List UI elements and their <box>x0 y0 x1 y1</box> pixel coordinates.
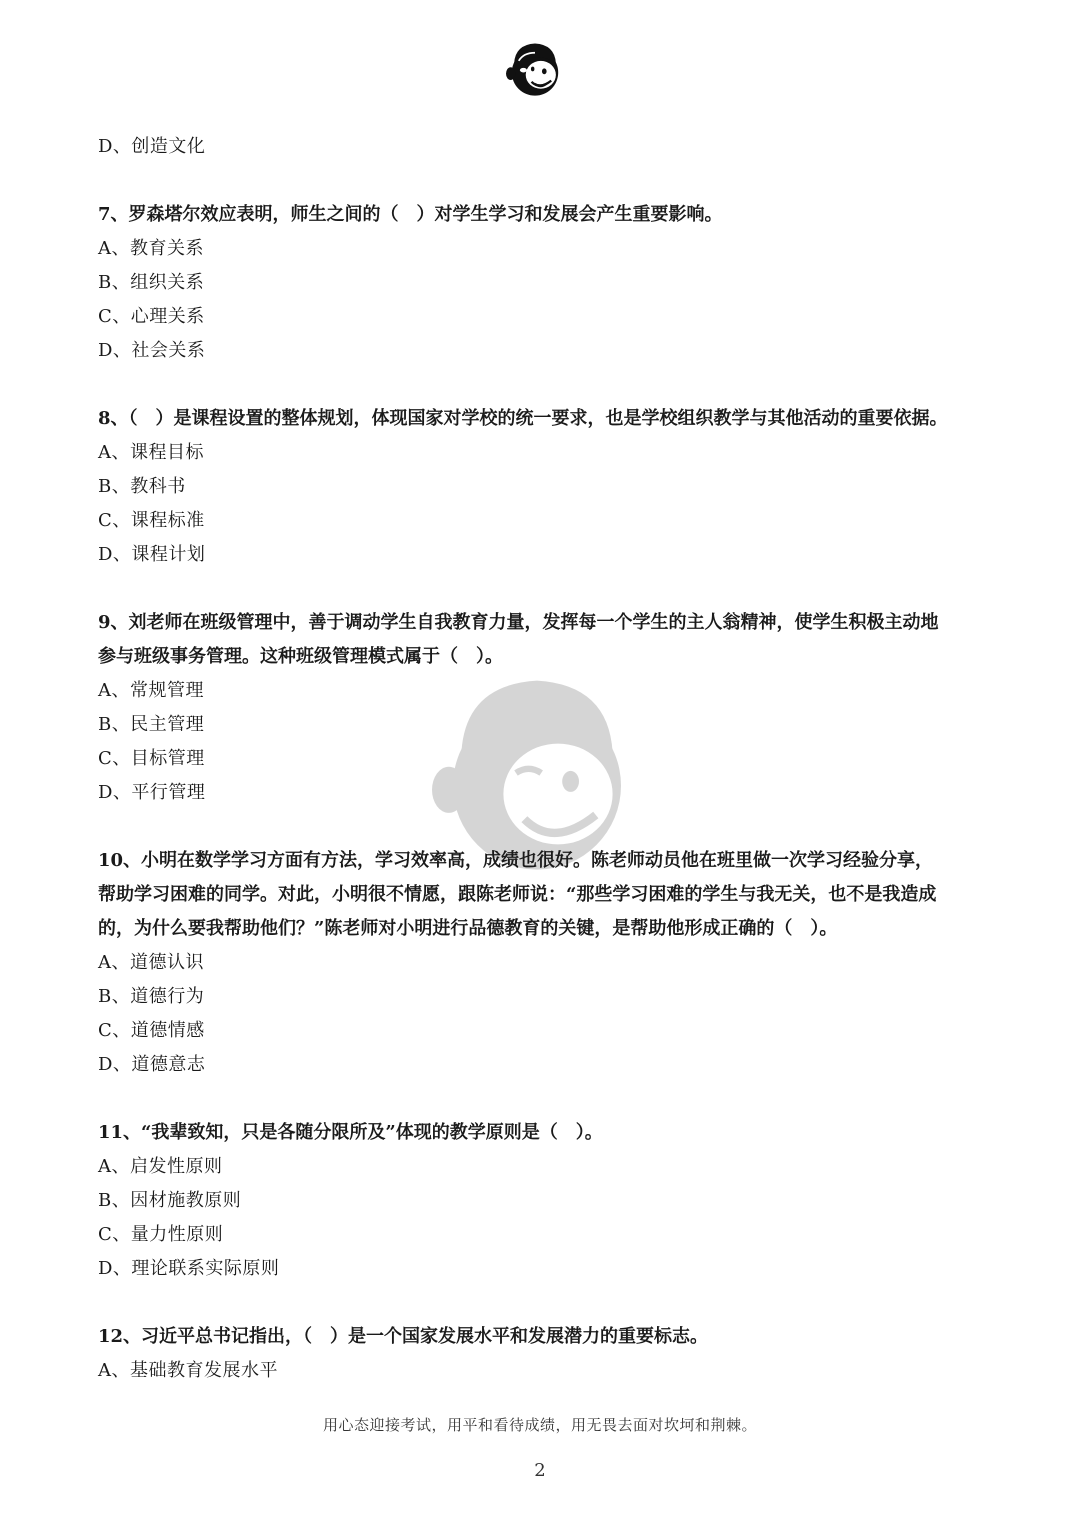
question-10-stem-line-3: 的，为什么要我帮助他们？”陈老师对小明进行品德教育的关键，是帮助他形成正确的（ ）。 <box>98 918 838 939</box>
question-10-option-c: C、道德情感 <box>98 1020 205 1041</box>
question-7-option-a: A、教育关系 <box>98 238 204 259</box>
question-10-option-b: B、道德行为 <box>98 986 205 1007</box>
question-11 <box>98 1116 998 1286</box>
question-11-option-d: D、理论联系实际原则 <box>98 1258 280 1279</box>
question-9-option-c: C、目标管理 <box>98 748 205 769</box>
question-9-option-b: B、民主管理 <box>98 714 205 735</box>
question-list <box>98 130 998 1388</box>
question-10 <box>98 844 998 1082</box>
question-9-stem-line-2: 参与班级事务管理。这种班级管理模式属于（ ）。 <box>98 646 503 667</box>
page-number: 2 <box>534 1460 546 1481</box>
question-10-stem-line-1: 10、小明在数学学习方面有方法，学习效率高，成绩也很好。陈老师动员他在班里做一次学习经验分享， <box>98 850 934 871</box>
question-11-option-a: A、启发性原则 <box>98 1156 223 1177</box>
question-9-stem-line-1: 9、刘老师在班级管理中，善于调动学生自我教育力量，发挥每一个学生的主人翁精神，使学生积极主动地 <box>98 612 939 633</box>
question-9-option-d: D、平行管理 <box>98 782 206 803</box>
question-9 <box>98 606 998 810</box>
question-11-stem: 11、“我辈致知，只是各随分限所及”体现的教学原则是（ ）。 <box>98 1122 603 1143</box>
question-8 <box>98 402 998 572</box>
continued-option: D、创造文化 <box>98 136 206 157</box>
question-10-option-d: D、道德意志 <box>98 1054 206 1075</box>
question-10-option-a: A、道德认识 <box>98 952 204 973</box>
question-7-option-c: C、心理关系 <box>98 306 205 327</box>
footer-motto: 用心态迎接考试，用平和看待成绩，用无畏去面对坎坷和荆棘。 <box>322 1416 757 1434</box>
question-7-stem: 7、罗森塔尔效应表明，师生之间的（ ）对学生学习和发展会产生重要影响。 <box>98 204 723 225</box>
question-8-option-a: A、课程目标 <box>98 442 204 463</box>
question-11-option-b: B、因材施教原则 <box>98 1190 242 1211</box>
monkey-mascot-icon <box>506 40 564 98</box>
question-8-option-c: C、课程标准 <box>98 510 205 531</box>
question-11-option-c: C、量力性原则 <box>98 1224 224 1245</box>
question-9-option-a: A、常规管理 <box>98 680 204 701</box>
question-10-stem-line-2: 帮助学习困难的同学。对此，小明很不情愿，跟陈老师说：“那些学习困难的学生与我无关，也不是我造成 <box>98 884 937 905</box>
question-7-option-d: D、社会关系 <box>98 340 206 361</box>
question-7-option-b: B、组织关系 <box>98 272 205 293</box>
question-12-option-a: A、基础教育发展水平 <box>98 1360 278 1381</box>
question-8-option-d: D、课程计划 <box>98 544 206 565</box>
question-12 <box>98 1320 998 1388</box>
question-8-option-b: B、教科书 <box>98 476 186 497</box>
question-7 <box>98 198 998 368</box>
question-8-stem: 8、（ ）是课程设置的整体规划，体现国家对学校的统一要求，也是学校组织教学与其他活动的重要依据。 <box>98 408 948 429</box>
question-12-stem: 12、习近平总书记指出，（ ）是一个国家发展水平和发展潜力的重要标志。 <box>98 1326 709 1347</box>
